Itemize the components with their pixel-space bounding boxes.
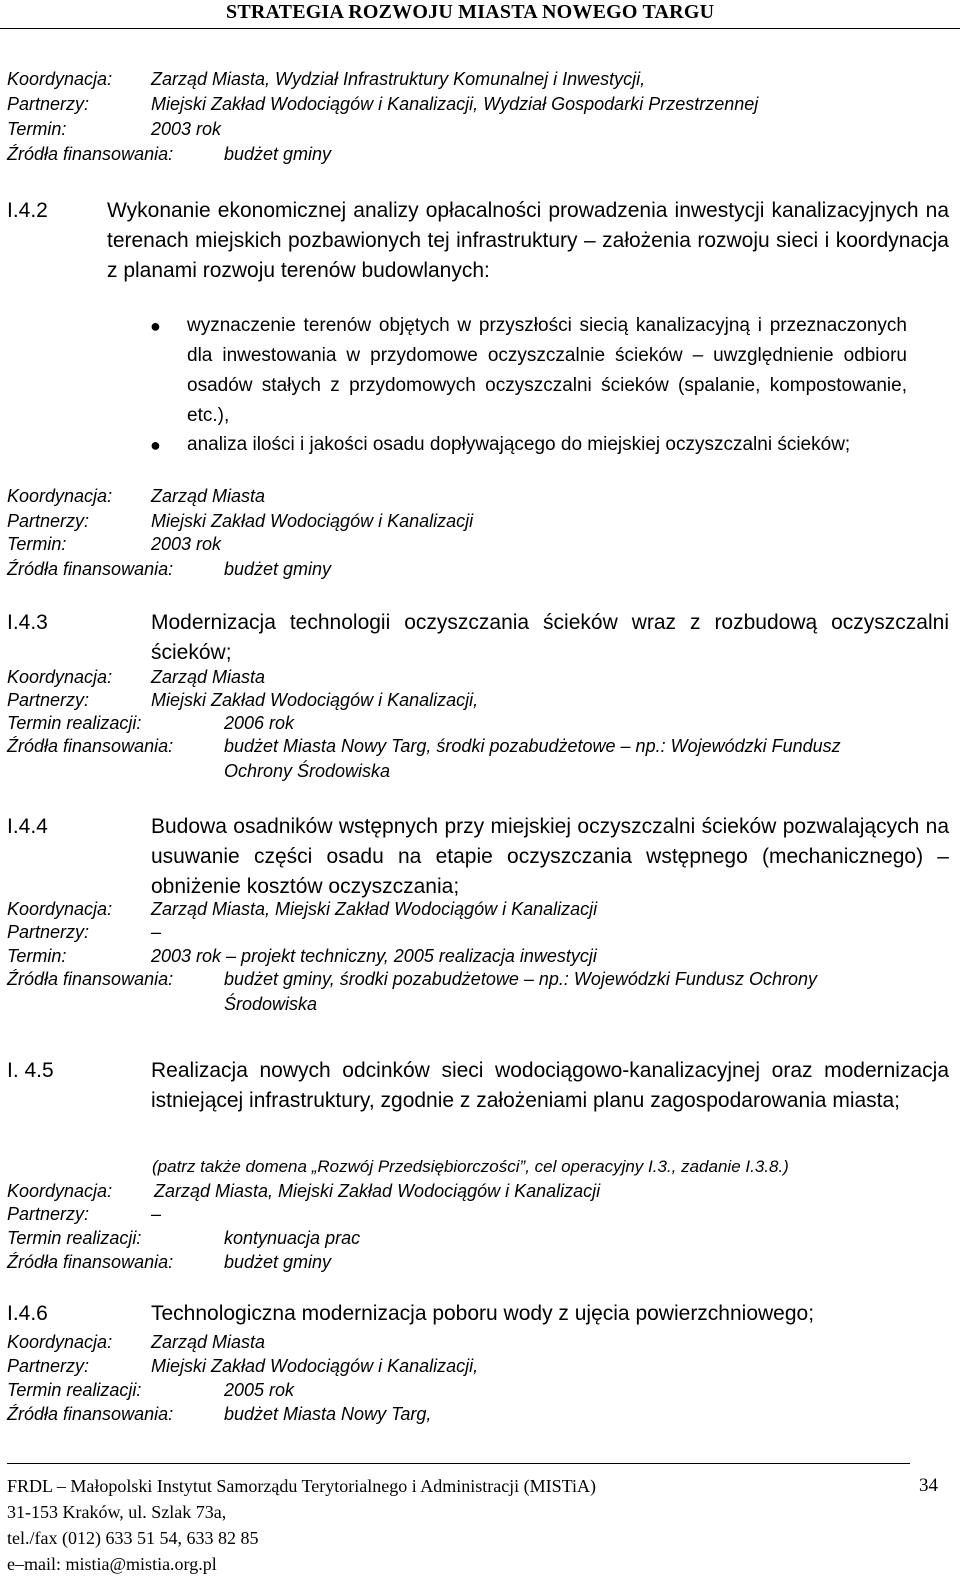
bullet-text: analiza ilości i jakości osadu dopływającego do miejskiej oczyszczalni ścieków; <box>187 434 851 455</box>
detail-row-termin-realizacji <box>7 711 952 735</box>
detail-row-zrodla-continued <box>7 759 952 783</box>
termin-label: Termin: <box>7 534 67 554</box>
section-i-4-2 <box>7 196 952 286</box>
termin-realizacji-value: kontynuacja prac <box>224 1228 361 1248</box>
koordynacja-label: Koordynacja: <box>7 667 113 687</box>
koordynacja-label: Koordynacja: <box>7 486 113 506</box>
page-header <box>0 0 960 33</box>
footer-rule <box>7 1463 910 1464</box>
detail-row-partnerzy <box>7 920 952 944</box>
termin-realizacji-label: Termin realizacji: <box>7 1380 142 1400</box>
footer-phone: tel./fax (012) 633 51 54, 633 82 85 <box>7 1528 259 1548</box>
bullet-item <box>150 311 945 435</box>
zrodla-value-continued: Ochrony Środowiska <box>224 761 391 781</box>
termin-realizacji-value: 2005 rok <box>224 1380 295 1400</box>
section-title: Modernizacja technologii oczyszczania ścieków wraz z rozbudową oczyszczalni ścieków; <box>151 611 949 664</box>
partnerzy-value: – <box>151 1204 162 1224</box>
page-number: 34 <box>919 1475 938 1496</box>
detail-row-koordynacja <box>7 897 952 921</box>
koordynacja-value: Zarząd Miasta <box>151 1332 266 1352</box>
detail-row-termin <box>7 944 952 968</box>
detail-row-zrodla <box>7 734 952 758</box>
partnerzy-label: Partnerzy: <box>7 1204 90 1224</box>
koordynacja-value: Zarząd Miasta, Miejski Zakład Wodociągów i Kanalizacji <box>154 1181 601 1201</box>
koordynacja-value: Zarząd Miasta, Wydział Infrastruktury Komunalnej i Inwestycji, <box>151 69 646 89</box>
koordynacja-label: Koordynacja: <box>7 1181 113 1201</box>
detail-row-termin-realizacji <box>7 1226 952 1250</box>
zrodla-value: budżet gminy <box>224 1252 332 1272</box>
partnerzy-value: Miejski Zakład Wodociągów i Kanalizacji, Wydział Gospodarki Przestrzennej <box>151 94 759 114</box>
koordynacja-value: Zarząd Miasta, Miejski Zakład Wodociągów i Kanalizacji <box>151 899 598 919</box>
koordynacja-label: Koordynacja: <box>7 69 113 89</box>
detail-row-koordynacja <box>7 665 952 689</box>
detail-row-zrodla <box>7 1250 952 1274</box>
section-title: Realizacja nowych odcinków sieci wodociągowo-kanalizacyjnej oraz modernizacja istniejącej infrastruktury, zgodnie z założeniami planu zagospodarowania miasta; <box>151 1059 949 1112</box>
section-i-4-3 <box>7 608 952 668</box>
detail-row-koordynacja <box>7 67 952 91</box>
page-footer <box>7 1473 596 1577</box>
termin-realizacji-value: 2006 rok <box>224 713 295 733</box>
detail-row-zrodla-continued <box>7 992 952 1016</box>
section-number: I. 4.5 <box>7 1059 54 1082</box>
cross-reference-note: (patrz także domena „Rozwój Przedsiębiorczości”, cel operacyjny I.3., zadanie I.3.8.) <box>152 1157 789 1176</box>
detail-row-partnerzy <box>7 688 952 712</box>
footer-address: 31-153 Kraków, ul. Szlak 73a, <box>7 1502 227 1522</box>
zrodla-value: budżet Miasta Nowy Targ, środki pozabudżetowe – np.: Wojewódzki Fundusz <box>224 736 841 756</box>
detail-row-termin <box>7 117 952 141</box>
section-number: I.4.2 <box>7 199 48 222</box>
termin-label: Termin: <box>7 119 67 139</box>
detail-row-koordynacja <box>7 484 952 508</box>
zrodla-label: Źródła finansowania: <box>7 144 174 164</box>
koordynacja-value: Zarząd Miasta <box>151 486 266 506</box>
termin-value: 2003 rok <box>151 119 222 139</box>
section-number: I.4.6 <box>7 1302 48 1325</box>
partnerzy-value: Miejski Zakład Wodociągów i Kanalizacji, <box>151 1356 479 1376</box>
detail-row-koordynacja <box>7 1179 952 1203</box>
detail-row-zrodla <box>7 557 952 581</box>
zrodla-label: Źródła finansowania: <box>7 1404 174 1424</box>
partnerzy-value: Miejski Zakład Wodociągów i Kanalizacji, <box>151 690 479 710</box>
partnerzy-label: Partnerzy: <box>7 922 90 942</box>
koordynacja-value: Zarząd Miasta <box>151 667 266 687</box>
section-i-4-6 <box>7 1299 952 1329</box>
koordynacja-label: Koordynacja: <box>7 899 113 919</box>
partnerzy-value: Miejski Zakład Wodociągów i Kanalizacji <box>151 511 474 531</box>
header-title: STRATEGIA ROZWOJU MIASTA NOWEGO TARGU <box>226 1 715 23</box>
partnerzy-value: – <box>151 922 162 942</box>
zrodla-value: budżet Miasta Nowy Targ, <box>224 1404 432 1424</box>
footer-org: FRDL – Małopolski Instytut Samorządu Terytorialnego i Administracji (MISTiA) <box>7 1476 597 1496</box>
section-title: Technologiczna modernizacja poboru wody z ujęcia powierzchniowego; <box>151 1302 815 1325</box>
detail-row-termin <box>7 532 952 556</box>
zrodla-value: budżet gminy <box>224 559 332 579</box>
zrodla-value: budżet gminy <box>224 144 332 164</box>
partnerzy-label: Partnerzy: <box>7 94 90 114</box>
detail-row-zrodla <box>7 142 952 166</box>
detail-row-partnerzy <box>7 1354 952 1378</box>
zrodla-label: Źródła finansowania: <box>7 559 174 579</box>
termin-value: 2003 rok – projekt techniczny, 2005 realizacja inwestycji <box>151 946 597 966</box>
bullet-dot-icon: ● <box>150 316 161 336</box>
detail-row-partnerzy <box>7 509 952 533</box>
detail-row-partnerzy <box>7 92 952 116</box>
section-title: Budowa osadników wstępnych przy miejskiej oczyszczalni ścieków pozwalających na usuwanie części osadu na etapie oczyszczania wstępnego (mechanicznego) – obniżenie kosztów oczyszczania; <box>151 815 949 898</box>
section-number: I.4.3 <box>7 611 48 634</box>
detail-row-zrodla <box>7 967 952 991</box>
partnerzy-label: Partnerzy: <box>7 511 90 531</box>
footer-email: e–mail: mistia@mistia.org.pl <box>7 1554 217 1574</box>
termin-realizacji-label: Termin realizacji: <box>7 1228 142 1248</box>
header-rule <box>0 28 960 29</box>
zrodla-value-continued: Środowiska <box>224 994 318 1014</box>
zrodla-label: Źródła finansowania: <box>7 969 174 989</box>
partnerzy-label: Partnerzy: <box>7 690 90 710</box>
section-number: I.4.4 <box>7 815 48 838</box>
detail-row-termin-realizacji <box>7 1378 952 1402</box>
section-title: Wykonanie ekonomicznej analizy opłacalności prowadzenia inwestycji kanalizacyjnych na terenach miejskich pozbawionych tej infrastruktury – założenia rozwoju sieci i koordynacja z planami rozwoju terenów budowlanych: <box>107 199 949 282</box>
detail-row-partnerzy <box>7 1202 952 1226</box>
zrodla-label: Źródła finansowania: <box>7 736 174 756</box>
bullet-dot-icon: ● <box>150 435 161 455</box>
zrodla-value: budżet gminy, środki pozabudżetowe – np.: Wojewódzki Fundusz Ochrony <box>224 969 817 989</box>
termin-value: 2003 rok <box>151 534 222 554</box>
termin-label: Termin: <box>7 946 67 966</box>
partnerzy-label: Partnerzy: <box>7 1356 90 1376</box>
termin-realizacji-label: Termin realizacji: <box>7 713 142 733</box>
detail-row-zrodla <box>7 1402 952 1426</box>
koordynacja-label: Koordynacja: <box>7 1332 113 1352</box>
section-i-4-5 <box>7 1056 952 1146</box>
bullet-item <box>150 430 945 490</box>
zrodla-label: Źródła finansowania: <box>7 1252 174 1272</box>
bullet-text: wyznaczenie terenów objętych w przyszłości siecią kanalizacyjną i przeznaczonych dla inwestowania w przydomowe oczyszczalnie ścieków – uwzględnienie odbioru osadów stałych z przydomowych oczyszczalni ścieków (spalanie, kompostowanie, etc.), <box>187 315 907 426</box>
detail-row-koordynacja <box>7 1330 952 1354</box>
section-i-4-4 <box>7 812 952 902</box>
